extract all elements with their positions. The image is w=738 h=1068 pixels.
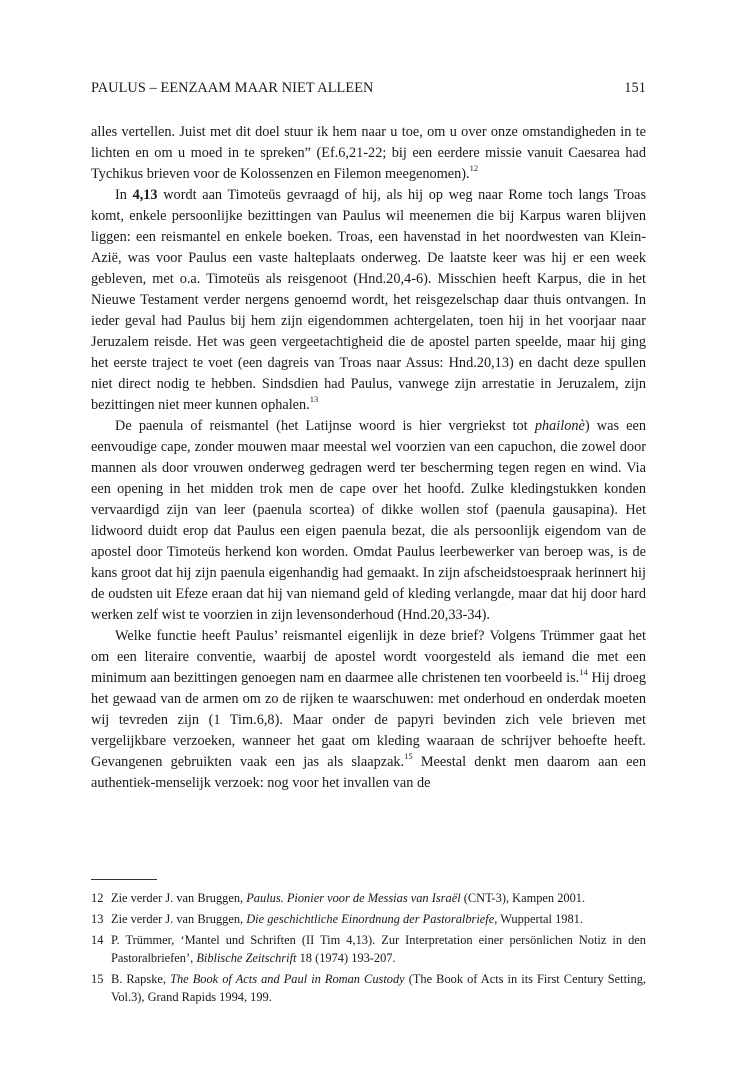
footnote-13 <box>91 910 646 928</box>
paragraph-1-text: alles vertellen. Juist met dit doel stuur ik hem naar u toe, om u over onze omstandigheden in te lichten en om u moed in te spreken” (Ef.6,21-22; bij een eerdere missie vanuit Caesarea had Tychikus brieven voor de Kolossenzen en Filemon meegenomen). <box>91 124 646 182</box>
footnote-title: Paulus. Pionier voor de Messias van Israël <box>246 891 461 905</box>
footnote-ref-13[interactable]: 13 <box>309 394 319 405</box>
paragraph-4-part-b: Hij droeg het gewaad van de armen om zo de rijken te waarschuwen: met onderhoud en onderdak moeten wij tevreden zijn (1 Tim.6,8). Maar onder de papyri bevinden zich vele brieven met vergelijkbare verzoeken, wanneer het gaat om kleding waaraan de schrijver behoefte heeft. Gevangenen gebruikten vaak een jas als slaapzak. <box>91 670 646 770</box>
paragraph-2-text: wordt aan Timoteüs gevraagd of hij, als hij op weg naar Rome toch langs Troas komt, enkele persoonlijke bezittingen van Paulus wil meenemen die bij Karpus waren blijven liggen: een reismantel en enkele boeken. Troas, een havenstad in het noordwesten van Klein-Azië, was voor Paulus een vaste halteplaats onderweg. De laatste keer was hij er een week gebleven, met o.a. Timoteüs als reisgenoot (Hnd.20,4-6). Misschien heeft Karpus, die in het Nieuwe Testament verder nergens genoemd wordt, het reisgezelschap daar thuis ontvangen. In ieder geval had Paulus bij hem zijn eigendommen achtergelaten, toen hij in het voorjaar naar Jeruzalem reisde. Het was geen vergeetachtigheid die de apostel parten speelde, maar hij ging het eerste traject te voet (een dagreis van Troas naar Assus: Hnd.20,13) en dacht deze spullen niet direct nodig te hebben. Sindsdien had Paulus, vanwege zijn arrestatie in Jeruzalem, zijn bezittingen niet meer kunnen ophalen. <box>91 187 647 413</box>
footnote-text <box>111 970 646 1006</box>
footnote-14 <box>91 931 646 967</box>
footnote-ref-12[interactable]: 12 <box>469 163 479 174</box>
paragraph-1 <box>91 122 646 185</box>
footnote-text-lead: B. Rapske, <box>111 972 171 986</box>
footnote-text-tail: , Wuppertal 1981. <box>494 912 583 926</box>
paragraph-3-greek-term: phailonè <box>534 418 585 434</box>
body-text <box>91 122 646 794</box>
footnote-text-lead: Zie verder J. van Bruggen, <box>111 912 247 926</box>
footnote-title: Biblische Zeitschrift <box>196 951 297 965</box>
page-number: 151 <box>624 80 646 96</box>
paragraph-4-part-c: Meestal denkt men daarom aan een authentiek-menselijk verzoek: nog voor het invallen van de <box>91 754 646 791</box>
footnote-separator <box>91 879 157 880</box>
running-header <box>91 80 646 97</box>
paragraph-3-lead: De paenula of reismantel (het Latijnse woord is hier vergriekst tot <box>115 418 535 434</box>
footnote-number: 14 <box>91 933 104 947</box>
footnote-15 <box>91 970 646 1006</box>
footnote-text-tail: 18 (1974) 193-207. <box>296 951 396 965</box>
footnote-text <box>111 889 646 907</box>
paragraph-2-lead: In <box>115 187 133 203</box>
footnote-text-tail: (CNT-3), Kampen 2001. <box>460 891 586 905</box>
paragraph-4 <box>91 626 646 794</box>
running-title: PAULUS – EENZAAM MAAR NIET ALLEEN <box>91 80 374 96</box>
footnote-ref-15[interactable]: 15 <box>404 751 413 762</box>
footnote-title: The Book of Acts and Paul in Roman Custody <box>170 972 405 986</box>
footnote-number: 15 <box>91 972 104 986</box>
footnote-number: 12 <box>91 891 104 905</box>
paragraph-2-reference: 4,13 <box>132 187 158 203</box>
footnote-text-tail: (The Book of Acts in its First Century Setting, Vol.3), Grand Rapids 1994, 199. <box>111 972 646 1004</box>
footnotes <box>91 889 646 1009</box>
footnote-text <box>111 931 646 967</box>
footnote-12 <box>91 889 646 907</box>
footnote-number: 13 <box>91 912 104 926</box>
footnote-text <box>111 910 646 928</box>
footnote-text-lead: P. Trümmer, ‘Mantel und Schriften (II Tim 4,13). Zur Interpretation einer persönlichen Notiz in den Pastoralbriefen’, <box>111 933 646 965</box>
footnote-ref-14[interactable]: 14 <box>579 667 588 678</box>
paragraph-2 <box>91 185 646 416</box>
footnote-text-lead: Zie verder J. van Bruggen, <box>111 891 247 905</box>
paragraph-4-part-a: Welke functie heeft Paulus’ reismantel eigenlijk in deze brief? Volgens Trümmer gaat het om een literaire conventie, waarbij de apostel wordt voorgesteld als iemand die met een minimum aan bezittingen genoegen nam en daarmee alle christenen ten voorbeeld is. <box>91 628 646 686</box>
paragraph-3-text: ) was een eenvoudige cape, zonder mouwen maar meestal wel voorzien van een capuchon, die zowel door mannen als door vrouwen onderweg gedragen werd ter bescherming tegen regen en wind. Via een opening in het midden trok men de cape over het hoofd. Zulke kledingstukken konden vervaardigd zijn van leer (paenula scortea) of dikke wollen stof (paenula gausapina). Het lidwoord duidt erop dat Paulus een eigen paenula bezat, die als persoonlijk eigendom van de apostel door Timoteüs herkend kon worden. Omdat Paulus leerbewerker van beroep was, is de kans groot dat hij zijn paenula eigenhandig had gemaakt. In zijn afscheidstoespraak herinnert hij de oudsten uit Efeze eraan dat hij van niemand geld of kleding verlangde, maar dat hij door hard werken zelf wist te voorzien in zijn levensonderhoud (Hnd.20,33-34). <box>91 418 646 623</box>
paragraph-3 <box>91 416 646 626</box>
footnote-title: Die geschichtliche Einordnung der Pastoralbriefe <box>246 912 495 926</box>
